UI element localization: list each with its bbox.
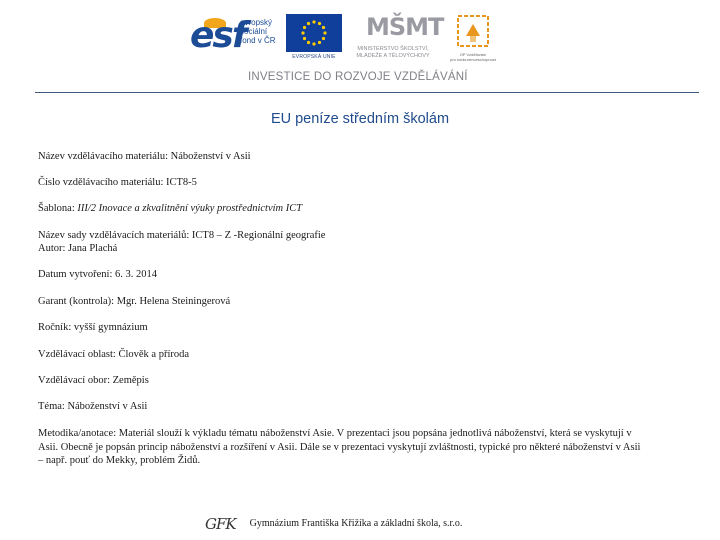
field-material-name: Název vzdělávacího materiálu: Náboženství v Asii [38,151,251,162]
op-caption [444,52,502,62]
op-caption-line: OP Vzdělávání [459,52,487,57]
logo-banner [0,0,720,92]
field-topic: Téma: Náboženství v Asii [38,401,148,412]
esf-caption-line: fond v ČR [240,36,276,45]
annotation-line: Asii. Obecně je popsán princip náboženství a rozšíření v Asii. Dále se v prezentaci vyskytují zvláštnosti, typické pro některé náboženství v Asii [38,441,641,453]
op-caption-line: pro konkurenceschopnost [450,57,496,62]
msmt-caption [344,46,442,60]
esf-caption-line: sociální [240,27,268,36]
field-material-number: Číslo vzdělávacího materiálu: ICT8-5 [38,177,197,188]
footer [205,514,462,536]
esf-logo [190,14,282,62]
op-logo-icon [446,14,500,50]
field-subject: Vzdělávací obor: Zeměpis [38,375,149,386]
school-name: Gymnázium Františka Křižíka a základní škola, s.r.o. [249,518,463,529]
school-logo: GFK [205,515,236,533]
field-template [38,202,302,216]
field-set-name: Název sady vzdělávacích materiálů: ICT8 – Z -Regionální geografie [38,230,326,241]
msmt-logo [344,14,442,64]
op-logo [446,14,500,66]
esf-caption-line: evropský [240,18,273,27]
eu-flag-icon [286,14,342,52]
annotation-line: – např. pouť do Mekky, problém Židů. [38,455,201,466]
document-title: EU peníze středním školám [270,111,450,127]
field-grade: Ročník: vyšší gymnázium [38,322,148,333]
msmt-caption-line: MINISTERSTVO ŠKOLSTVÍ, [357,46,429,52]
esf-mark: esf [190,15,246,56]
msmt-letters: MŠMT [366,13,444,41]
header-divider [35,92,699,93]
annotation-paragraph [38,427,678,468]
annotation-line: Metodika/anotace: Materiál slouží k výkladu tématu náboženství Asie. V prezentaci jsou popsána jednotlivá náboženství, která se vyskytují v [38,428,632,439]
esf-caption [240,18,276,45]
field-template-label: Šablona: [38,203,78,214]
field-guarantor: Garant (kontrola): Mgr. Helena Steiningerová [38,296,231,307]
field-author: Autor: Jana Plachá [38,243,118,254]
banner-title: INVESTICE DO ROZVOJE VZDĚLÁVÁNÍ [248,71,468,83]
field-created: Datum vytvoření: 6. 3. 2014 [38,269,157,280]
field-area: Vzdělávací oblast: Člověk a příroda [38,349,190,360]
eu-logo [286,14,342,64]
msmt-caption-line: MLÁDEŽE A TĚLOVÝCHOVY [356,53,430,59]
eu-caption: EVROPSKÁ UNIE [292,54,336,60]
field-template-value: III/2 Inovace a zkvalitnění výuky prostřednictvím ICT [77,203,303,214]
